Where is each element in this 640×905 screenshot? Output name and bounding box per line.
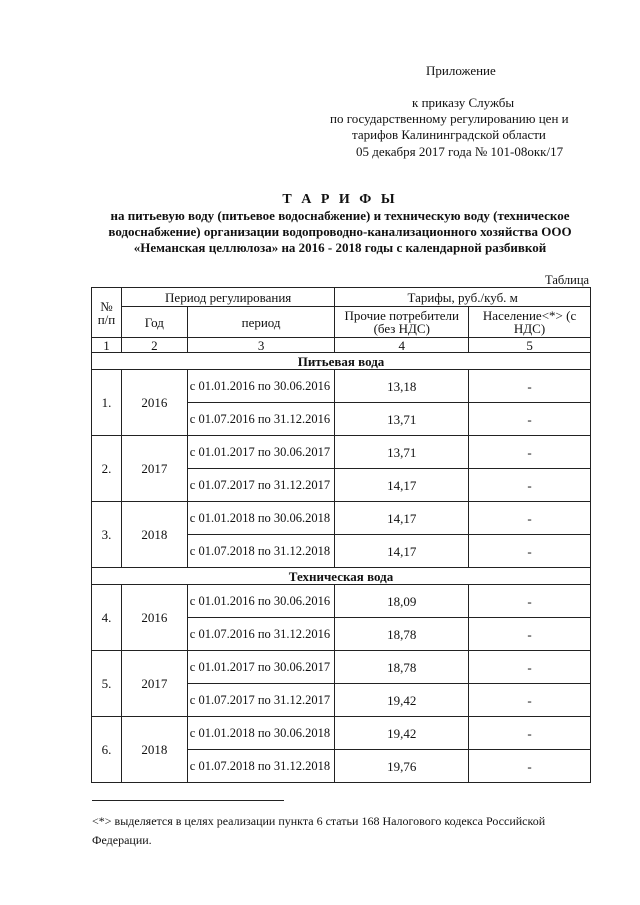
row-tariff-other: 19,42 (335, 717, 469, 750)
col-period-header: период (187, 307, 335, 338)
row-tariff-other: 14,17 (335, 535, 469, 568)
section-title: Питьевая вода (92, 353, 591, 370)
section-row (92, 568, 591, 585)
row-tariff-other: 18,78 (335, 651, 469, 684)
col-num-header: № п/п (92, 288, 122, 338)
table-row (92, 370, 591, 403)
row-period: с 01.01.2018 по 30.06.2018 (187, 502, 335, 535)
row-tariff-other: 14,17 (335, 469, 469, 502)
doc-title-line-2: водоснабжение) организации водопроводно-канализационного хозяйства ООО (108, 224, 572, 239)
row-period: с 01.01.2017 по 30.06.2017 (187, 436, 335, 469)
footnote: <*> выделяется в целях реализации пункта 6 статьи 168 Налогового кодекса Российской Федерации. (92, 814, 546, 847)
row-tariff-other: 19,76 (335, 750, 469, 783)
section-row (92, 353, 591, 370)
col-number-3: 3 (187, 338, 335, 353)
header-authority: по государственному регулированию цен и (330, 111, 569, 126)
table-header-row (92, 288, 591, 307)
footnote-separator (92, 800, 284, 801)
row-tariff-other: 13,71 (335, 403, 469, 436)
table-row (92, 585, 591, 618)
row-tariff-other: 13,71 (335, 436, 469, 469)
row-tariff-other: 18,78 (335, 618, 469, 651)
header-order-ref: к приказу Службы (412, 95, 515, 110)
doc-title (60, 192, 620, 256)
row-period: с 01.07.2018 по 31.12.2018 (187, 750, 335, 783)
col-other-header: Прочие потребители (без НДС) (335, 307, 469, 338)
col-number-1: 1 (92, 338, 122, 353)
row-tariff-population: - (469, 535, 591, 568)
row-year: 2016 (121, 370, 187, 436)
row-year: 2017 (121, 651, 187, 717)
col-number-5: 5 (469, 338, 591, 353)
row-tariff-population: - (469, 651, 591, 684)
table-row (92, 502, 591, 535)
table-row (92, 436, 591, 469)
row-tariff-population: - (469, 370, 591, 403)
row-tariff-population: - (469, 469, 591, 502)
row-tariff-population: - (469, 436, 591, 469)
header-region: тарифов Калининградской области (352, 127, 546, 142)
row-number: 5. (92, 651, 122, 717)
row-period: с 01.01.2016 по 30.06.2016 (187, 370, 335, 403)
column-number-row (92, 338, 591, 353)
row-year: 2016 (121, 585, 187, 651)
header-appendix: Приложение (426, 63, 496, 78)
tariff-table (91, 287, 591, 783)
col-population-header: Население<*> (с НДС) (469, 307, 591, 338)
row-tariff-population: - (469, 502, 591, 535)
section-title: Техническая вода (92, 568, 591, 585)
doc-title-line-3: «Неманская целлюлоза» на 2016 - 2018 годы с календарной разбивкой (133, 240, 547, 255)
row-tariff-other: 19,42 (335, 684, 469, 717)
table-row (92, 717, 591, 750)
row-period: с 01.07.2017 по 31.12.2017 (187, 684, 335, 717)
row-tariff-other: 13,18 (335, 370, 469, 403)
table-subheader-row (92, 307, 591, 338)
row-period: с 01.07.2016 по 31.12.2016 (187, 618, 335, 651)
col-period-group-header: Период регулирования (121, 288, 334, 307)
row-tariff-population: - (469, 618, 591, 651)
row-period: с 01.07.2018 по 31.12.2018 (187, 535, 335, 568)
row-period: с 01.01.2016 по 30.06.2016 (187, 585, 335, 618)
row-tariff-population: - (469, 403, 591, 436)
row-tariff-population: - (469, 585, 591, 618)
row-tariff-population: - (469, 717, 591, 750)
table-caption: Таблица (545, 273, 590, 287)
doc-title-main: Т А Р И Ф Ы (282, 192, 398, 207)
row-number: 6. (92, 717, 122, 783)
row-tariff-other: 18,09 (335, 585, 469, 618)
row-tariff-population: - (469, 684, 591, 717)
row-period: с 01.01.2018 по 30.06.2018 (187, 717, 335, 750)
row-number: 3. (92, 502, 122, 568)
row-period: с 01.01.2017 по 30.06.2017 (187, 651, 335, 684)
row-tariff-population: - (469, 750, 591, 783)
col-number-4: 4 (335, 338, 469, 353)
row-tariff-other: 14,17 (335, 502, 469, 535)
col-year-header: Год (121, 307, 187, 338)
row-number: 2. (92, 436, 122, 502)
row-year: 2017 (121, 436, 187, 502)
row-year: 2018 (121, 717, 187, 783)
row-number: 1. (92, 370, 122, 436)
row-period: с 01.07.2016 по 31.12.2016 (187, 403, 335, 436)
header-order-date: 05 декабря 2017 года № 101-08окк/17 (356, 144, 564, 159)
col-tariff-group-header: Тарифы, руб./куб. м (335, 288, 591, 307)
col-number-2: 2 (121, 338, 187, 353)
row-number: 4. (92, 585, 122, 651)
row-year: 2018 (121, 502, 187, 568)
row-period: с 01.07.2017 по 31.12.2017 (187, 469, 335, 502)
doc-title-line-1: на питьевую воду (питьевое водоснабжение) и техническую воду (техническое (110, 208, 570, 223)
table-row (92, 651, 591, 684)
